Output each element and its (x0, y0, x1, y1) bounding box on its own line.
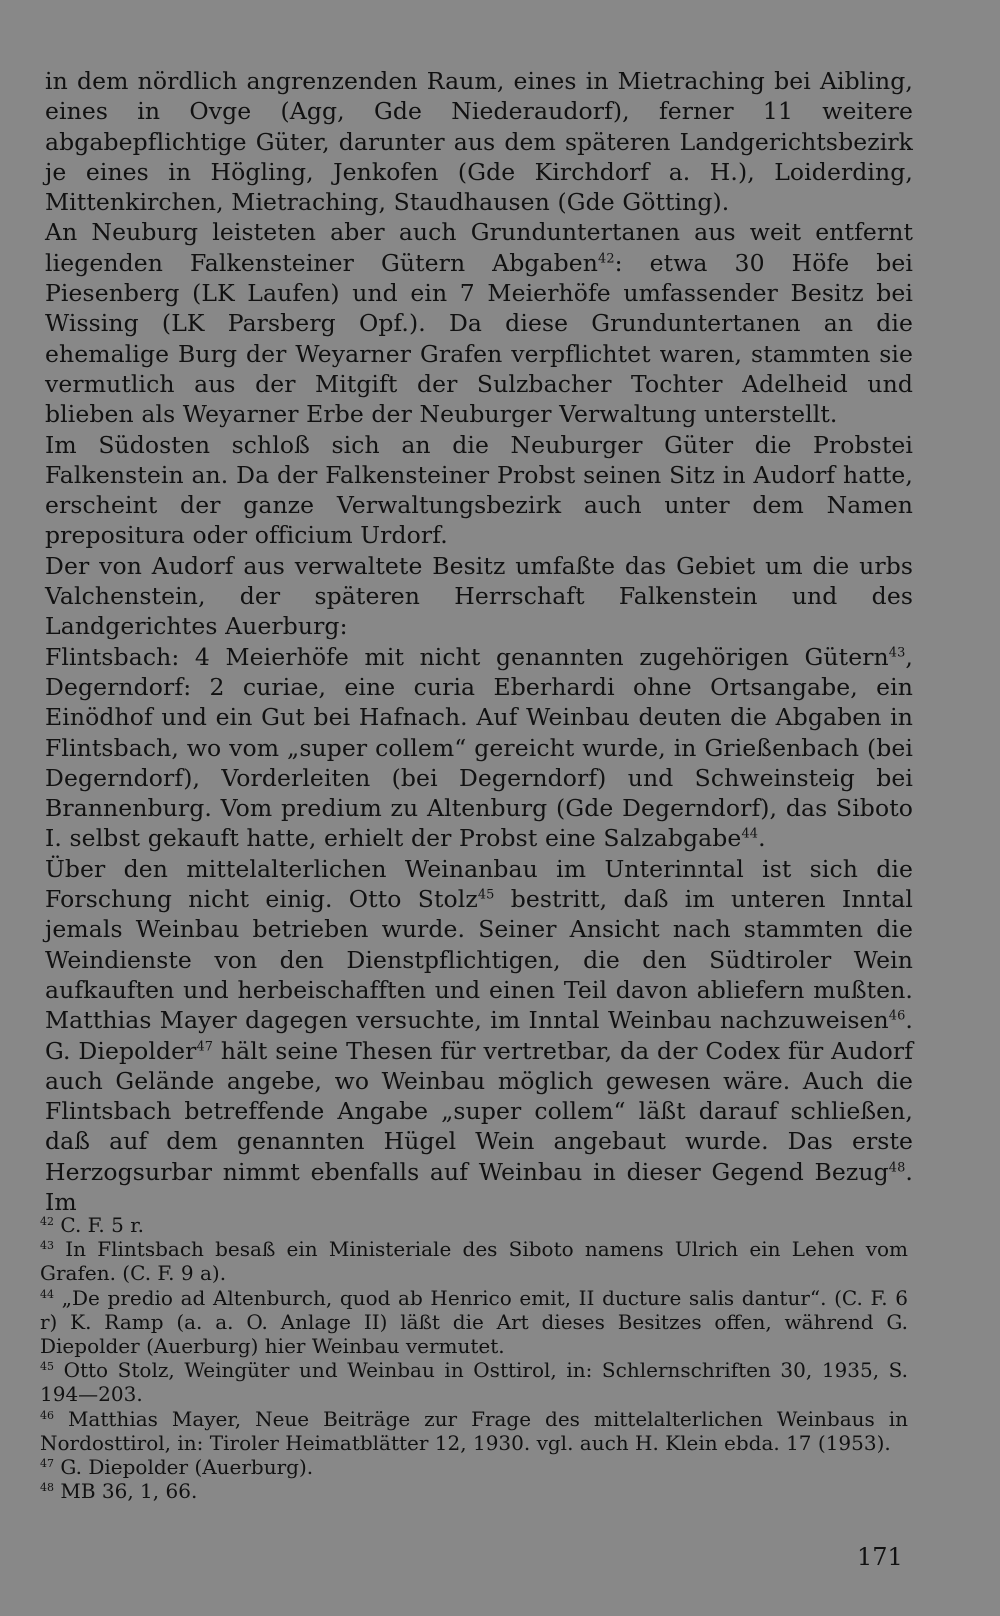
footnote-text: Otto Stolz, Weingüter und Weinbau in Osttirol, in: Schlernschriften 30, 1935, S. 194—203. (40, 1358, 908, 1407)
footnote-ref-47: 47 (196, 1039, 214, 1055)
footnote-number: 42 (40, 1214, 54, 1228)
paragraph-5-text: . (758, 824, 766, 853)
footnote-text: MB 36, 1, 66. (54, 1479, 198, 1504)
paragraph-2-text: : etwa 30 Höfe bei Piesenberg (LK Laufen) und ein 7 Meierhöfe umfassender Besitz bei Wissing (LK Parsberg Opf.). Da diese Grunduntertanen an die ehemalige Burg der Weyarner Grafen verpflichtet waren, stammten sie vermutlich aus der Mitgift der Sulzbacher Tochter Adelheid und blieben als Weyarner Erbe der Neuburger Verwaltung unterstellt. (45, 248, 913, 429)
footnote-ref-42: 42 (598, 251, 615, 267)
footnote-text: In Flintsbach besaß ein Ministeriale des Siboto namens Ulrich ein Lehen vom Grafen. (C. F. 9 a). (40, 1237, 908, 1286)
footnote-43 (40, 1237, 908, 1285)
footnote-42 (40, 1213, 908, 1237)
paragraph-2 (45, 217, 913, 429)
footnotes (40, 1213, 908, 1503)
page-number: 171 (857, 1543, 903, 1571)
footnote-text: G. Diepolder (Auerburg). (54, 1455, 314, 1480)
footnote-45 (40, 1358, 908, 1406)
footnote-text: „De predio ad Altenburch, quod ab Henrico emit, II ducture salis dantur“. (C. F. 6 r) K. Ramp (a. a. O. Anlage II) läßt die Art dieses Besitzes offen, während G. Diepolder (Auerburg) hier Weinbau vermutet. (40, 1285, 908, 1359)
footnote-text: Matthias Mayer, Neue Beiträge zur Frage des mittelalterlichen Weinbaus in Nordosttirol, in: Tiroler Heimatblätter 12, 1930. vgl. auch H. Klein ebda. 17 (1953). (40, 1406, 908, 1455)
footnote-text: C. F. 5 r. (54, 1213, 144, 1237)
paragraph-6-text: Über den mittelalterlichen Weinanbau im Unterinntal ist sich die Forschung nicht einig. Otto Stolz (45, 854, 913, 914)
footnote-number: 48 (40, 1481, 54, 1495)
footnote-ref-45: 45 (477, 887, 495, 903)
paragraph-6-text: hält seine Thesen für vertretbar, da der Codex für Audorf auch Gelände angebe, wo Weinbau möglich gewesen wäre. Auch die Flintsbach betreffende Angabe „super collem“ läßt darauf schließen, daß auf dem genannten Hügel Wein angebaut wurde. Das erste Herzogsurbar nimmt ebenfalls auf Weinbau in dieser Gegend Bezug (45, 1036, 913, 1186)
footnote-ref-43: 43 (888, 645, 906, 661)
footnote-number: 45 (40, 1360, 54, 1374)
paragraph-6-text: . G. Diepolder (45, 1006, 913, 1065)
footnote-number: 43 (40, 1239, 54, 1253)
footnote-48 (40, 1479, 908, 1503)
paragraph-3: Im Südosten schloß sich an die Neuburger Güter die Probstei Falkenstein an. Da der Falkensteiner Probst seinen Sitz in Audorf hatte, erscheint der ganze Verwaltungsbezirk auch unter dem Namen prepositura oder officium Urdorf. (45, 430, 913, 550)
paragraph-5-text: Flintsbach: 4 Meierhöfe mit nicht genannten zugehörigen Gütern (45, 642, 889, 671)
footnote-number: 46 (40, 1408, 54, 1422)
paragraph-2-text: An Neuburg leisteten aber auch Grunduntertanen aus weit entfernt liegenden Falkensteiner Gütern Abgaben (45, 218, 913, 277)
footnote-46 (40, 1407, 908, 1455)
paragraph-1: in dem nördlich angrenzenden Raum, eines in Mietraching bei Aibling, eines in Ovge (Agg, Gde Niederaudorf), ferner 11 weitere abgabepflichtige Güter, darunter aus dem späteren Landgerichtsbezirk je eines in Högling, Jenkofen (Gde Kirchdorf a. H.), Loiderding, Mittenkirchen, Mietraching, Staudhausen (Gde Götting). (45, 67, 913, 217)
footnote-number: 44 (40, 1287, 54, 1301)
footnote-44 (40, 1286, 908, 1359)
paragraph-6-text: bestritt, daß im unteren Inntal jemals Weinbau betrieben wurde. Seiner Ansicht nach stammten die Weindienste von den Dienstpflichtigen, die den Südtiroler Wein aufkauften und herbeischafften und einen Teil davon abliefern mußten. Matthias Mayer dagegen versuchte, im Inntal Weinbau nachzuweisen (45, 885, 913, 1035)
paragraph-6-text: . Im (45, 1157, 913, 1216)
paragraph-5-text: , Degerndorf: 2 curiae, eine curia Eberhardi ohne Ortsangabe, ein Einödhof und ein Gut bei Hafnach. Auf Weinbau deuten die Abgaben in Flintsbach, wo vom „super collem“ gereicht wurde, in Grießenbach (bei Degerndorf), Vorderleiten (bei Degerndorf) und Schweinsteig bei Brannenburg. Vom predium zu Altenburg (Gde Degerndorf), das Siboto I. selbst gekauft hatte, erhielt der Probst eine Salzabgabe (45, 642, 913, 853)
main-text (45, 66, 913, 1217)
footnote-ref-44: 44 (741, 827, 759, 843)
footnote-47 (40, 1455, 908, 1479)
paragraph-4: Der von Audorf aus verwaltete Besitz umfaßte das Gebiet um die urbs Valchenstein, der späteren Herrschaft Falkenstein und des Landgerichtes Auerburg: (45, 551, 913, 641)
paragraph-5 (45, 642, 913, 854)
footnote-number: 47 (40, 1456, 54, 1470)
paragraph-6 (45, 854, 913, 1218)
footnote-ref-48: 48 (888, 1160, 906, 1176)
footnote-ref-46: 46 (888, 1008, 906, 1024)
